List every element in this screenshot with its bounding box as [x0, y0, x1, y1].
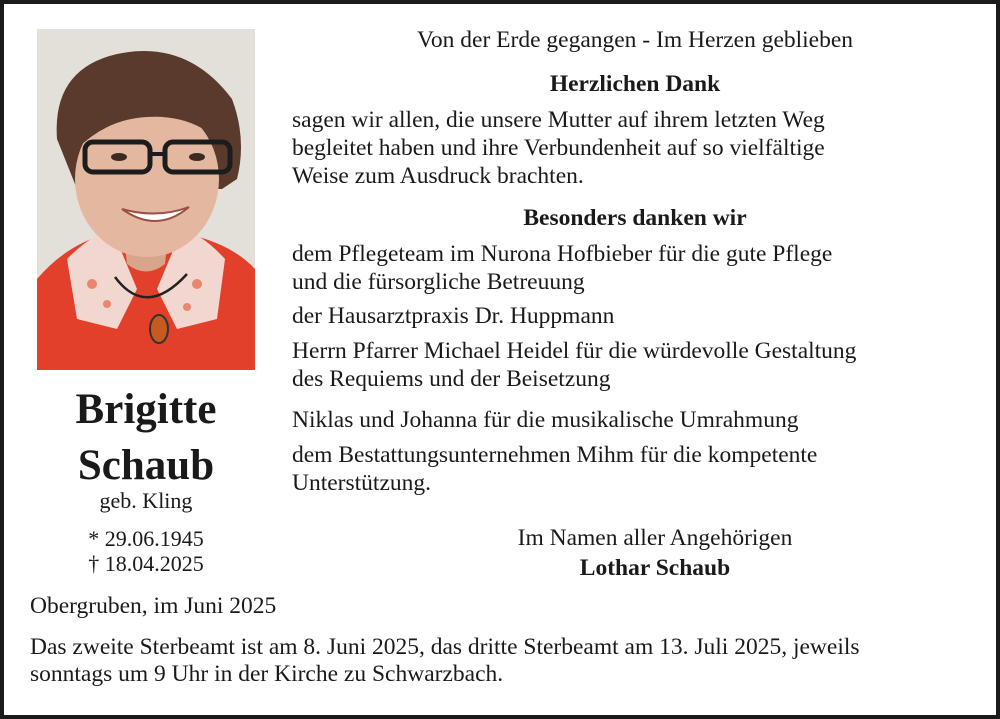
maiden-name: geb. Kling	[99, 488, 193, 513]
thanks-line: des Requiems und der Beisetzung	[292, 366, 611, 392]
signature-line: Im Namen aller Angehörigen	[517, 525, 793, 551]
portrait-illustration	[37, 29, 255, 370]
birth-date: * 29.06.1945	[88, 526, 204, 551]
thanks-line: dem Pflegeteam im Nurona Hofbieber für die gute Pflege	[292, 241, 833, 267]
thanks-line: Unterstützung.	[292, 470, 432, 496]
besonders-heading: Besonders danken wir	[523, 205, 747, 231]
deceased-last-name: Schaub	[77, 442, 215, 489]
signature-name: Lothar Schaub	[579, 555, 731, 581]
death-date: † 18.04.2025	[88, 551, 204, 576]
footer-line: Das zweite Sterbeamt ist am 8. Juni 2025, das dritte Sterbeamt am 13. Juli 2025, jeweils	[30, 634, 860, 660]
place-date: Obergruben, im Juni 2025	[30, 593, 277, 619]
portrait-photo	[37, 29, 255, 370]
intro-line: Von der Erde gegangen - Im Herzen geblieben	[416, 27, 854, 53]
thanks-line: der Hausarztpraxis Dr. Huppmann	[292, 303, 615, 329]
dank-heading: Herzlichen Dank	[549, 71, 721, 97]
deceased-first-name: Brigitte	[75, 386, 217, 433]
footer-line: sonntags um 9 Uhr in der Kirche zu Schwarzbach.	[30, 661, 504, 687]
dank-line: begleitet haben und ihre Verbundenheit auf so vielfältige	[292, 135, 825, 161]
dank-line: sagen wir allen, die unsere Mutter auf ihrem letzten Weg	[292, 107, 825, 133]
thanks-line: Herrn Pfarrer Michael Heidel für die würdevolle Gestaltung	[292, 338, 857, 364]
dank-line: Weise zum Ausdruck brachten.	[292, 163, 584, 189]
thanks-line: und die fürsorgliche Betreuung	[292, 269, 585, 295]
thanks-line: dem Bestattungsunternehmen Mihm für die kompetente	[292, 442, 818, 468]
thanks-line: Niklas und Johanna für die musikalische Umrahmung	[292, 407, 799, 433]
